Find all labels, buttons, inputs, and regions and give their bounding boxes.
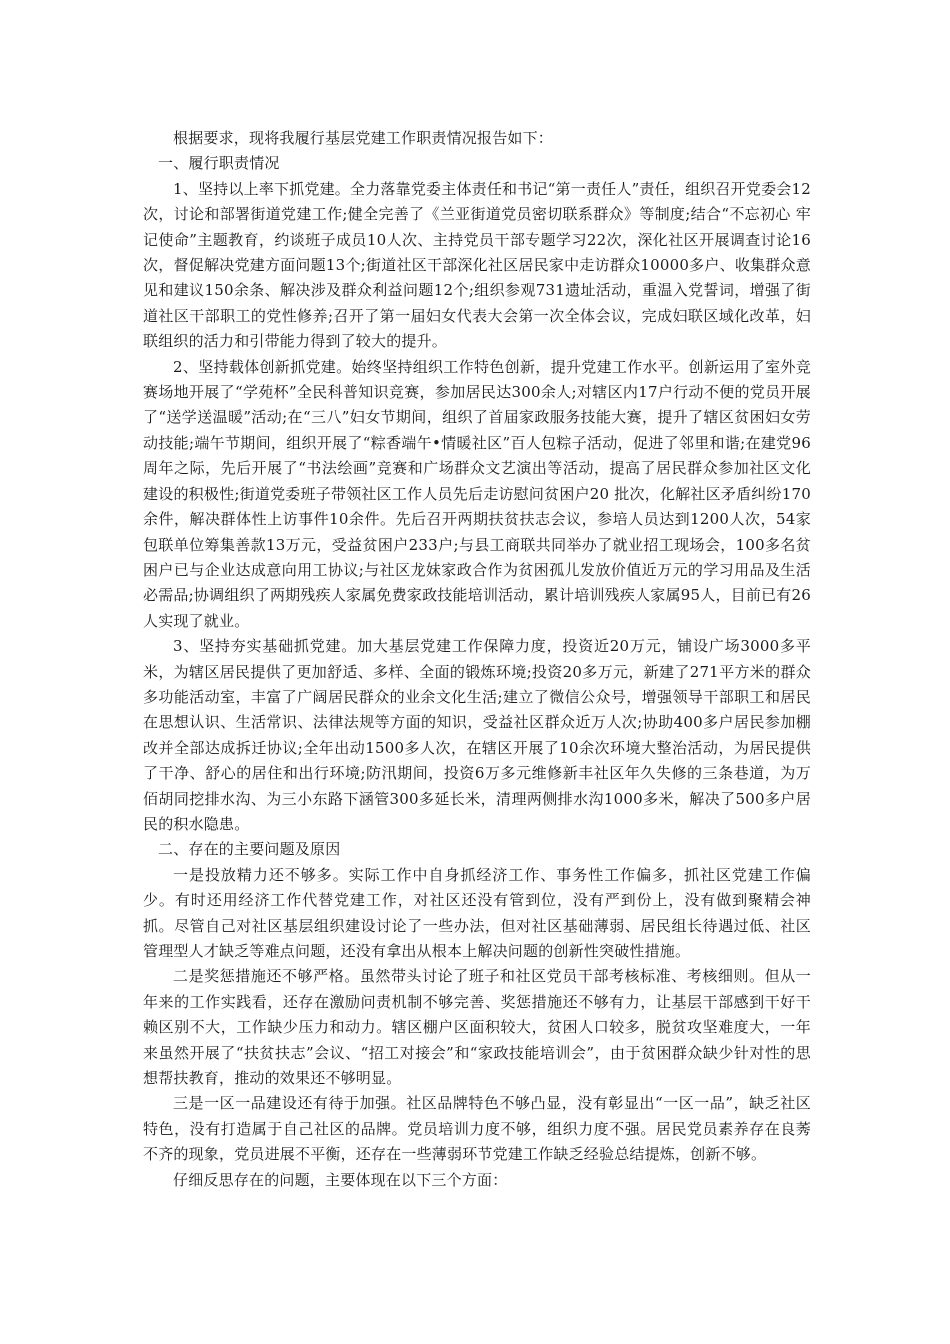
duty-paragraph-3: 3、坚持夯实基础抓党建。加大基层党建工作保障力度，投资近20万元，铺设广场3000多平米，为辖区居民提供了更加舒适、多样、全面的锻炼环境;投资20多万元，新建了271平方米的群众多功能活动室，丰富了广阔居民群众的业余文化生活;建立了微信公众号，增强领导干部职工和居民在思想认识、生活常识、法律法规等方面的知识，受益社区群众近万人次;协助400多户居民参加棚改并全部达成拆迁协议;全年出动1500多人次，在辖区开展了10余次环境大整治活动，为居民提供了干净、舒心的居住和出行环境;防汛期间，投资6万多元维修新丰社区年久失修的三条巷道，为万佰胡同挖排水沟、为三小东路下涵管300多延长米，清理两侧排水沟1000多米，解决了500多户居民的积水隐患。 <box>143 637 811 833</box>
section-heading-duties: 一、履行职责情况 <box>158 154 280 173</box>
section-heading-problems: 二、存在的主要问题及原因 <box>158 840 341 859</box>
intro-paragraph: 根据要求，现将我履行基层党建工作职责情况报告如下： <box>173 129 554 147</box>
problem-paragraph-3: 三是一区一品建设还有待于加强。社区品牌特色不够凸显，没有彰显出“一区一品”，缺乏社区特色，没有打造属于自己社区的品牌。党员培训力度不够，组织力度不强。居民党员素养存在良莠不齐的现象，党员进展不平衡，还存在一些薄弱环节党建工作缺乏经验总结提炼，创新不够。 <box>143 1094 811 1164</box>
document-body <box>143 126 811 1193</box>
duty-paragraph-2: 2、坚持载体创新抓党建。始终坚持组织工作特色创新，提升党建工作水平。创新运用了室外竞赛场地开展了“学苑杯”全民科普知识竞赛，参加居民达300余人;对辖区内17户行动不便的党员开展了“送学送温暖”活动;在“三八”妇女节期间，组织了首届家政服务技能大赛，提升了辖区贫困妇女劳动技能;端午节期间，组织开展了“粽香端午•情暖社区”百人包粽子活动，促进了邻里和谐;在建党96周年之际，先后开展了“书法绘画”竞赛和广场群众文艺演出等活动，提高了居民群众参加社区文化建设的积极性;街道党委班子带领社区工作人员先后走访慰问贫困户20 批次，化解社区矛盾纠纷170余件，解决群体性上访事件10余件。先后召开两期扶贫扶志会议，参培人员达到1200人次，54家包联单位筹集善款13万元，受益贫困户233户;与县工商联共同举办了就业招工现场会，100多名贫困户已与企业达成意向用工协议;与社区龙妹家政合作为贫困孤儿发放价值近万元的学习用品及生活必需品;协调组织了两期残疾人家属免费家政技能培训活动，累计培训残疾人家属95人，目前已有26人实现了就业。 <box>143 357 811 630</box>
duty-paragraph-1: 1、坚持以上率下抓党建。全力落靠党委主体责任和书记“第一责任人”责任，组织召开党委会12次，讨论和部署街道党建工作;健全完善了《兰亚街道党员密切联系群众》等制度;结合“不忘初心 牢记使命”主题教育，约谈班子成员10人次、主持党员干部专题学习22次，深化社区开展调查讨论16次，督促解决党建方面问题13个;街道社区干部深化社区居民家中走访群众10000多户、收集群众意见和建议150余条、解决涉及群众利益问题12个;组织参观731遗址活动，重温入党誓词，增强了街道社区干部职工的党性修养;召开了第一届妇女代表大会第一次全体会议，完成妇联区域化改革，妇联组织的活力和引带能力得到了较大的提升。 <box>143 179 811 351</box>
closing-paragraph: 仔细反思存在的问题，主要体现在以下三个方面： <box>173 1170 508 1189</box>
problem-paragraph-1: 一是投放精力还不够多。实际工作中自身抓经济工作、事务性工作偏多，抓社区党建工作偏少。有时还用经济工作代替党建工作，对社区还没有管到位，没有严到份上，没有做到聚精会神抓。尽管自己对社区基层组织建设讨论了一些办法，但对社区基础薄弱、居民组长待遇过低、社区管理型人才缺乏等难点问题，还没有拿出从根本上解决问题的创新性突破性措施。 <box>143 865 811 960</box>
problem-paragraph-2: 二是奖惩措施还不够严格。虽然带头讨论了班子和社区党员干部考核标准、考核细则。但从一年来的工作实践看，还存在激励问责机制不够完善、奖惩措施还不够有力，让基层干部感到干好干赖区别不大，工作缺少压力和动力。辖区棚户区面积较大，贫困人口较多，脱贫攻坚难度大，一年来虽然开展了“扶贫扶志”会议、“招工对接会”和“家政技能培训会”，由于贫困群众缺少针对性的思想帮扶教育，推动的效果还不够明显。 <box>143 967 811 1088</box>
